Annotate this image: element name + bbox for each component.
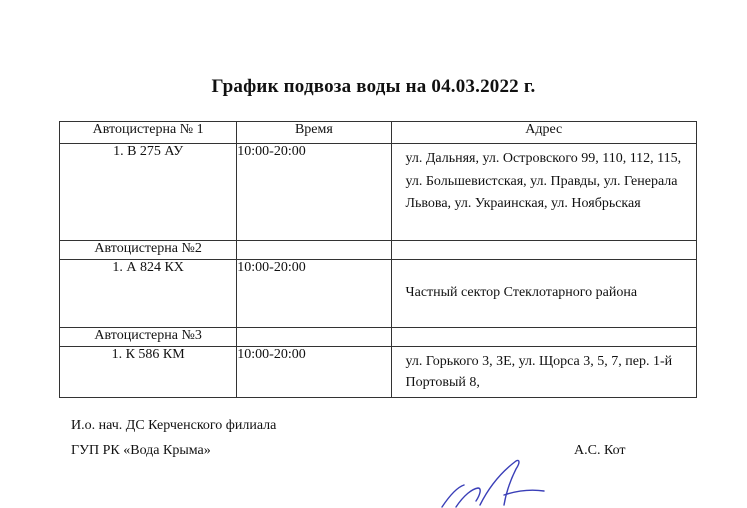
signer-position-line1: И.о. нач. ДС Керченского филиала: [71, 418, 277, 433]
empty-cell: [237, 328, 391, 347]
delivery-time: 10:00-20:00: [237, 347, 391, 398]
table-row: [60, 144, 697, 241]
empty-cell: [237, 241, 391, 260]
table-row: [60, 347, 697, 398]
delivery-time: 10:00-20:00: [237, 260, 391, 328]
header-address: Адрес: [391, 122, 697, 144]
signer-organization: ГУП РК «Вода Крыма»: [71, 443, 211, 458]
empty-cell: [391, 328, 697, 347]
handwritten-signature: [420, 455, 560, 508]
empty-cell: [391, 241, 697, 260]
truck-number: 1. В 275 АУ: [60, 144, 237, 241]
delivery-time: 10:00-20:00: [237, 144, 391, 241]
truck-group-label: Автоцистерна №3: [60, 328, 237, 347]
table-header-row: [60, 122, 697, 144]
header-time: Время: [237, 122, 391, 144]
delivery-address: Частный сектор Стеклотарного района: [391, 260, 697, 328]
delivery-address: ул. Дальняя, ул. Островского 99, 110, 112, 115, ул. Большевистская, ул. Правды, ул. Генерала Львова, ул. Украинская, ул. Ноябрьская: [391, 144, 697, 241]
table-row: [60, 260, 697, 328]
water-schedule-table: [59, 121, 697, 398]
truck-group-label: Автоцистерна №2: [60, 241, 237, 260]
signer-name: А.С. Кот: [574, 443, 626, 458]
header-truck: Автоцистерна № 1: [60, 122, 237, 144]
page-title: График подвоза воды на 04.03.2022 г.: [211, 76, 536, 97]
truck-group-row: [60, 328, 697, 347]
delivery-address: ул. Горького 3, ЗЕ, ул. Щорса 3, 5, 7, пер. 1-й Портовый 8,: [391, 347, 697, 398]
signature-stroke: [442, 460, 544, 507]
truck-group-row: [60, 241, 697, 260]
truck-number: 1. К 586 КМ: [60, 347, 237, 398]
truck-number: 1. А 824 КХ: [60, 260, 237, 328]
